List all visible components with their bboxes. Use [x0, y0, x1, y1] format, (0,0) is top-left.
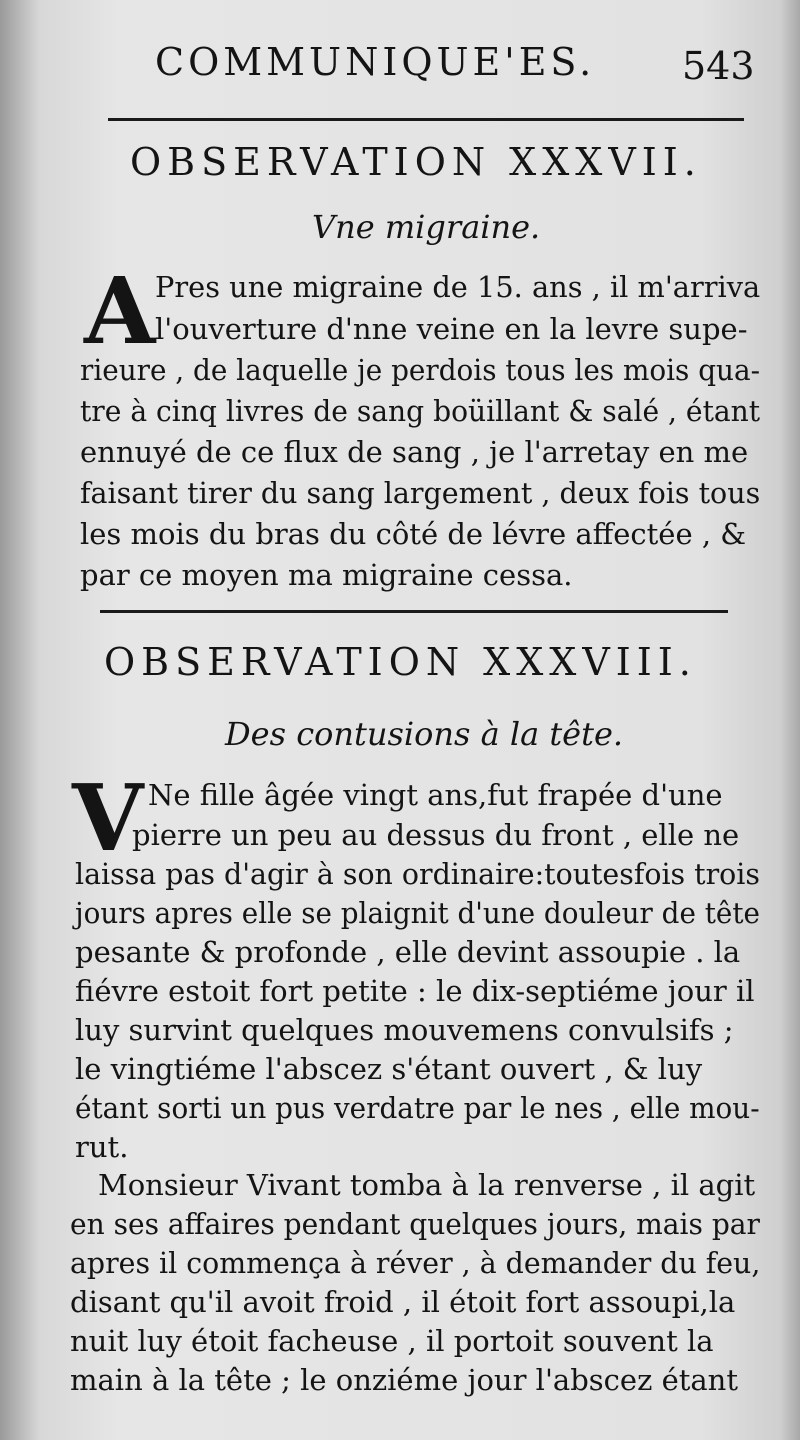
observation-38-subtitle: Des contusions à la tête.	[225, 715, 624, 753]
page-number: 543	[682, 44, 755, 88]
text-line: Monsieur Vivant tomba à la renverse , il agit	[98, 1168, 756, 1202]
text-line: les mois du bras du côté de lévre affectée , &	[80, 517, 747, 551]
drop-cap-a: A	[84, 257, 156, 365]
text-line: Ne fille âgée vingt ans,fut frapée d'une	[148, 778, 723, 812]
text-line: laissa pas d'agir à son ordinaire:toutesfois trois	[75, 857, 760, 891]
text-line: tre à cinq livres de sang boüillant & salé , étant	[80, 394, 761, 428]
text-line: disant qu'il avoit froid , il étoit fort assoupi,la	[70, 1285, 736, 1319]
observation-38-title: OBSERVATION XXXVIII.	[104, 640, 697, 684]
text-line: faisant tirer du sang largement , deux fois tous	[80, 476, 761, 510]
text-line: Pres une migraine de 15. ans , il m'arriva	[155, 270, 761, 304]
text-line: main à la tête ; le onziéme jour l'abscez étant	[70, 1363, 739, 1397]
text-line: l'ouverture d'nne veine en la levre supe-	[155, 312, 748, 346]
header-rule	[108, 118, 744, 121]
text-line: apres il commença à réver , à demander du feu,	[70, 1246, 761, 1280]
text-line: le vingtiéme l'abscez s'étant ouvert , & luy	[75, 1052, 703, 1086]
text-line: ennuyé de ce flux de sang , je l'arretay en me	[80, 435, 749, 469]
text-line: en ses affaires pendant quelques jours, mais par	[70, 1207, 760, 1241]
section-rule	[100, 610, 728, 613]
text-line: rut.	[75, 1130, 129, 1164]
text-line: rieure , de laquelle je perdois tous les mois qua-	[80, 353, 760, 387]
text-line: étant sorti un pus verdatre par le nes , elle mou-	[75, 1091, 760, 1125]
text-line: luy survint quelques mouvemens convulsifs ;	[75, 1013, 734, 1047]
running-head: COMMUNIQUE'ES.	[155, 40, 596, 84]
text-line: jours apres elle se plaignit d'une douleur de tête	[75, 896, 760, 930]
text-line: pesante & profonde , elle devint assoupie . la	[75, 935, 741, 969]
observation-37-subtitle: Vne migraine.	[312, 208, 541, 246]
text-line: pierre un peu au dessus du front , elle ne	[132, 818, 740, 852]
observation-37-title: OBSERVATION XXXVII.	[130, 140, 702, 184]
drop-cap-v: V	[72, 764, 144, 872]
text-line: nuit luy étoit facheuse , il portoit souvent la	[70, 1324, 714, 1358]
text-line: fiévre estoit fort petite : le dix-septiéme jour il	[75, 974, 755, 1008]
text-line: par ce moyen ma migraine cessa.	[80, 558, 573, 592]
